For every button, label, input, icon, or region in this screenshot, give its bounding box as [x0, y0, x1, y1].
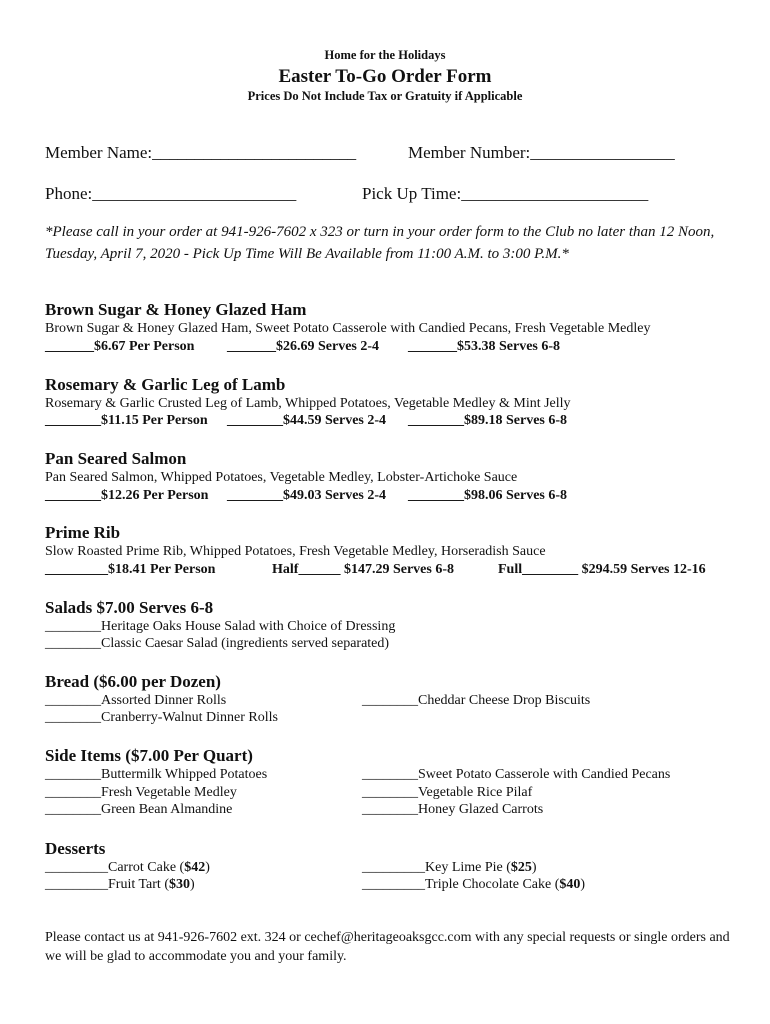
- pickup-time-field[interactable]: Pick Up Time:______________________: [362, 184, 649, 203]
- price-option[interactable]: Full________ $294.59 Serves 12-16: [498, 562, 706, 577]
- phone-field[interactable]: Phone:________________________: [45, 184, 297, 203]
- dessert-close: ): [189, 877, 195, 892]
- side-option[interactable]: ________Buttermilk Whipped Potatoes: [45, 767, 268, 782]
- bread-option[interactable]: ________Cranberry-Walnut Dinner Rolls: [45, 710, 278, 725]
- side-option[interactable]: ________Green Bean Almandine: [45, 802, 233, 817]
- dessert-option[interactable]: [45, 860, 210, 876]
- salad-option[interactable]: ________Heritage Oaks House Salad with Choice of Dressing: [45, 619, 396, 634]
- price-option[interactable]: _______$6.67 Per Person: [45, 339, 195, 354]
- price-option[interactable]: Half______ $147.29 Serves 6-8: [272, 562, 454, 577]
- price-option[interactable]: _________$18.41 Per Person: [45, 562, 216, 577]
- entree-description: Slow Roasted Prime Rib, Whipped Potatoes, Fresh Vegetable Medley, Horseradish Sauce: [45, 544, 546, 559]
- dessert-name: _________Triple Chocolate Cake (: [362, 877, 560, 892]
- entree-title: Rosemary & Garlic Leg of Lamb: [45, 375, 286, 394]
- bread-title: Bread ($6.00 per Dozen): [45, 672, 221, 691]
- price-option[interactable]: ________$89.18 Serves 6-8: [408, 413, 568, 428]
- price-option[interactable]: ________$11.15 Per Person: [45, 413, 208, 428]
- dessert-name: _________Fruit Tart (: [45, 877, 169, 892]
- price-option[interactable]: ________$44.59 Serves 2-4: [227, 413, 387, 428]
- price-option[interactable]: _______$26.69 Serves 2-4: [227, 339, 380, 354]
- side-option[interactable]: ________Vegetable Rice Pilaf: [362, 785, 533, 800]
- dessert-name: _________Key Lime Pie (: [362, 860, 511, 875]
- dessert-option[interactable]: [362, 877, 585, 893]
- salads-title: Salads $7.00 Serves 6-8: [45, 598, 214, 617]
- dessert-option[interactable]: [362, 860, 537, 876]
- dessert-option[interactable]: [45, 877, 195, 893]
- dessert-price: $25: [510, 860, 532, 875]
- bread-option[interactable]: ________Cheddar Cheese Drop Biscuits: [362, 693, 591, 708]
- salad-option[interactable]: ________Classic Caesar Salad (ingredients served separated): [45, 636, 390, 651]
- side-option[interactable]: ________Sweet Potato Casserole with Candied Pecans: [362, 767, 671, 782]
- price-option[interactable]: ________$12.26 Per Person: [45, 488, 209, 503]
- order-notice: *Please call in your order at 941-926-7602 x 323 or turn in your order form to the Club no later than 12 Noon, Tuesday, April 7, 2020 - Pick Up Time Will Be Available from 11:00 A.M. to 3:00 P.M.*: [45, 224, 715, 262]
- member-name-field[interactable]: Member Name:________________________: [45, 143, 357, 162]
- desserts-title: Desserts: [45, 839, 106, 858]
- price-option[interactable]: _______$53.38 Serves 6-8: [408, 339, 561, 354]
- side-option[interactable]: ________Fresh Vegetable Medley: [45, 785, 237, 800]
- dessert-price: $30: [168, 877, 190, 892]
- side-option[interactable]: ________Honey Glazed Carrots: [362, 802, 544, 817]
- dessert-close: ): [580, 877, 586, 892]
- supertitle: Home for the Holidays: [324, 48, 446, 62]
- price-option[interactable]: ________$49.03 Serves 2-4: [227, 488, 387, 503]
- entree-description: Rosemary & Garlic Crusted Leg of Lamb, Whipped Potatoes, Vegetable Medley & Mint Jelly: [45, 396, 571, 411]
- subtitle: Prices Do Not Include Tax or Gratuity if Applicable: [247, 89, 523, 103]
- entree-description: Brown Sugar & Honey Glazed Ham, Sweet Potato Casserole with Candied Pecans, Fresh Vegetable Medley: [45, 321, 651, 336]
- entree-description: Pan Seared Salmon, Whipped Potatoes, Vegetable Medley, Lobster-Artichoke Sauce: [45, 470, 518, 485]
- dessert-name: _________Carrot Cake (: [45, 860, 185, 875]
- dessert-close: ): [205, 860, 210, 875]
- bread-option[interactable]: ________Assorted Dinner Rolls: [45, 693, 227, 708]
- price-option[interactable]: ________$98.06 Serves 6-8: [408, 488, 568, 503]
- entree-title: Brown Sugar & Honey Glazed Ham: [45, 300, 307, 319]
- entree-title: Prime Rib: [45, 523, 121, 542]
- member-number-field[interactable]: Member Number:_________________: [408, 143, 675, 162]
- contact-footer: Please contact us at 941-926-7602 ext. 324 or cechef@heritageoaksgcc.com with any special requests or single orders and we will be glad to accommodate you and your family.: [45, 930, 730, 964]
- dessert-price: $42: [184, 860, 206, 875]
- dessert-close: ): [531, 860, 537, 875]
- dessert-price: $40: [559, 877, 581, 892]
- entree-title: Pan Seared Salmon: [45, 449, 187, 468]
- page-title: Easter To-Go Order Form: [278, 66, 492, 87]
- sides-title: Side Items ($7.00 Per Quart): [45, 746, 253, 765]
